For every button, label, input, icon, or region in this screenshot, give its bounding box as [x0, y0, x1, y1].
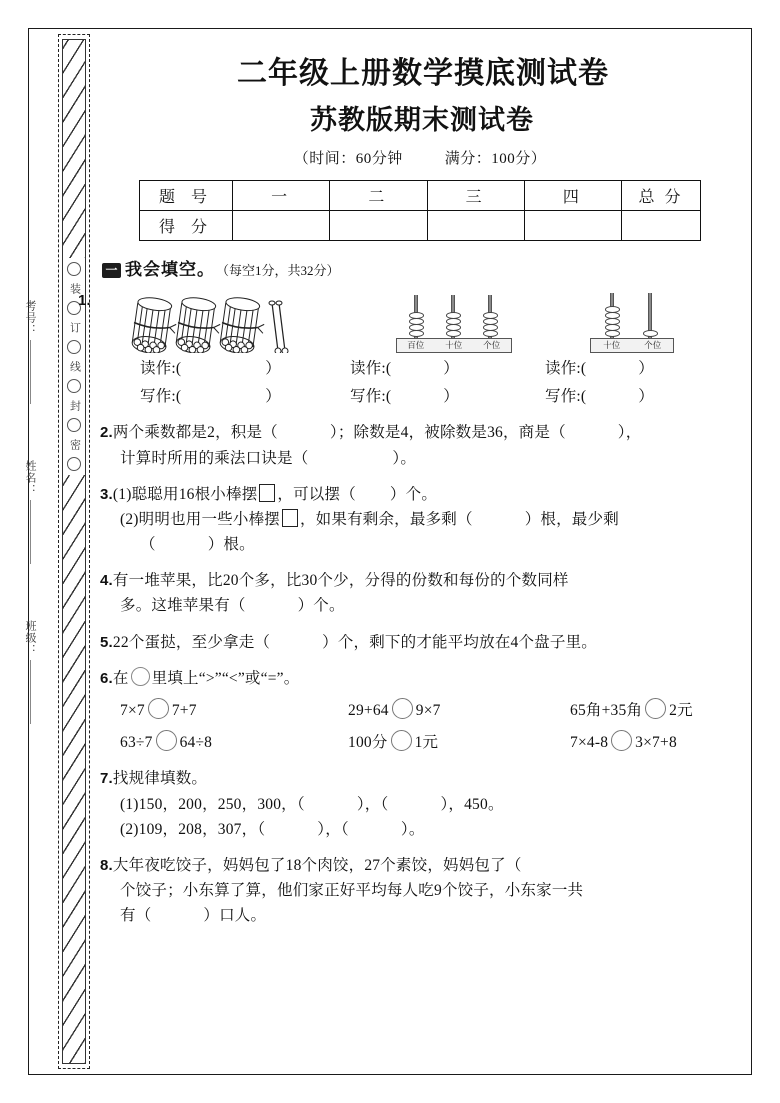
bead	[409, 318, 424, 325]
seal-glyph-mi: 密	[68, 439, 81, 450]
bead	[605, 318, 620, 325]
rod-tens	[451, 295, 455, 339]
page-subtitle: 苏教版期末测试卷	[310, 105, 534, 135]
expression-left: 7×7	[120, 702, 145, 720]
question-1-figures	[78, 291, 740, 353]
rod-ones	[488, 295, 492, 339]
close-paren: ）	[265, 360, 281, 377]
bead	[446, 312, 461, 319]
question-7-text-c: ），（	[356, 795, 389, 813]
score-cell-3[interactable]	[427, 211, 524, 241]
section-score-note: （每空1分，共32分）	[216, 263, 340, 278]
expression-left: 29+64	[348, 702, 389, 720]
score-cell-2[interactable]	[330, 211, 427, 241]
question-1-read-1[interactable]	[100, 356, 350, 381]
question-8-text-b: 个饺子；小东算了算，他们家正好平均每人吃9个饺子，小东家一共	[120, 882, 584, 900]
read-label: 读作:(	[140, 360, 182, 377]
bead	[605, 330, 620, 337]
exam-total-score: 满分：100分）	[444, 151, 547, 167]
score-table-col-2: 二	[330, 181, 427, 211]
question-7-text-e: (2)109，208，307，（	[120, 820, 266, 838]
question-2-text-d: 计算时所用的乘法口诀是（	[120, 449, 309, 467]
seal-circle	[67, 340, 81, 354]
question-3	[100, 482, 740, 558]
expression-right: 9×7	[415, 702, 441, 720]
question-3-text-b: ，可以摆（	[277, 485, 356, 503]
question-3-text-d: (2)明明也用一些小棒摆	[120, 510, 280, 528]
seal-glyph-feng: 封	[68, 400, 81, 411]
question-8-text-d: ）口人。	[203, 907, 267, 925]
question-7-line-1[interactable]	[100, 792, 740, 817]
bead	[409, 312, 424, 319]
score-table-row-label: 题 号	[140, 181, 233, 211]
expression-right: 3×7+8	[635, 734, 677, 752]
question-1-figure-counting-frame-3	[368, 295, 557, 353]
counting-frame-base	[396, 338, 512, 353]
question-5-text-b: ）个，剩下的才能平均放在4个盘子里。	[322, 633, 597, 651]
field-class-rule	[30, 660, 31, 724]
seal-circle	[67, 379, 81, 393]
question-6-item-1[interactable]	[120, 698, 348, 723]
place-label-hundreds: 百位	[407, 339, 425, 350]
score-table-col-1: 一	[233, 181, 330, 211]
question-6-items	[100, 698, 740, 755]
question-3-text-g: （	[140, 536, 156, 554]
write-label: 写作:(	[350, 388, 392, 406]
question-4-text-a: 有一堆苹果，比20个多，比30个少，分得的份数和每份的个数同样	[112, 572, 569, 590]
field-student-name-rule	[30, 500, 31, 564]
seal-circle	[67, 418, 81, 432]
question-3-text-e: ，如果有剩余，最多剩（	[299, 510, 473, 528]
question-1-figure-sticks	[78, 291, 368, 353]
score-table	[139, 180, 701, 241]
rod-ones	[648, 293, 652, 339]
expression-left: 63÷7	[120, 734, 153, 752]
question-7-text-d: ），450。	[440, 795, 504, 813]
score-table-row-label: 得 分	[140, 211, 233, 241]
question-1-figure-counting-frame-2	[556, 295, 740, 353]
hatch-marks-bottom	[62, 475, 86, 1063]
question-2	[100, 420, 740, 470]
question-6-item-2[interactable]	[348, 698, 570, 723]
place-label-tens: 十位	[445, 339, 463, 350]
expression-right: 7+7	[171, 702, 197, 720]
comparison-blank-circle[interactable]	[391, 730, 412, 751]
question-1-write-2[interactable]	[350, 384, 545, 409]
question-1-write-3[interactable]	[545, 384, 735, 409]
field-exam-number-label: 考号：	[24, 300, 36, 336]
question-4-text-b: 多。这堆苹果有（	[120, 597, 246, 615]
question-7-text-a: 找规律填数。	[112, 770, 208, 788]
bead	[483, 312, 498, 319]
question-3-line-1[interactable]	[100, 482, 740, 507]
shape-placeholder-square-icon	[282, 509, 298, 527]
bead	[483, 318, 498, 325]
score-table-total-label: 总 分	[622, 181, 701, 211]
counting-frame-base	[590, 338, 674, 353]
field-exam-number-rule	[30, 340, 31, 404]
comparison-blank-circle[interactable]	[392, 698, 413, 719]
expression-right: 64÷8	[179, 734, 213, 752]
exam-duration: （时间：60分钟	[293, 151, 403, 167]
question-3-text-f: ）根，最少剩	[524, 510, 619, 528]
question-7-text-g: ）。	[400, 820, 425, 838]
exam-info-fields	[22, 300, 52, 780]
score-table-col-4: 四	[524, 181, 621, 211]
question-2-text-b: ）；除数是4，被除数是36，商是（	[329, 424, 566, 442]
question-5-text-a: 22个蛋挞，至少拿走（	[112, 633, 271, 651]
close-paren: ）	[638, 388, 654, 406]
question-7-text-f: ），（	[317, 820, 349, 838]
field-class-label: 班级：	[24, 620, 36, 656]
write-label: 写作:(	[140, 388, 182, 406]
question-8-line-1[interactable]	[100, 853, 740, 878]
question-3-text-c: ）个。	[389, 485, 438, 503]
seal-circle	[67, 262, 81, 276]
question-6-text-b: 里填上	[151, 669, 199, 687]
seal-glyph-ding: 订	[68, 322, 81, 333]
score-table-col-3: 三	[427, 181, 524, 211]
bead	[605, 312, 620, 319]
question-6-number: 6.	[100, 669, 113, 687]
question-8-number: 8.	[100, 856, 113, 874]
field-student-name	[22, 460, 38, 564]
bundled-sticks-icon	[126, 295, 326, 353]
comparison-blank-circle[interactable]	[148, 698, 169, 719]
bead	[643, 330, 658, 337]
question-8	[100, 853, 740, 929]
bead	[446, 318, 461, 325]
field-class	[22, 620, 38, 724]
close-paren: ）	[638, 360, 654, 377]
section-title: 我会填空。	[125, 260, 215, 279]
expression-right: 1元	[414, 734, 439, 752]
bead	[605, 324, 620, 331]
question-8-line-2[interactable]	[100, 878, 740, 903]
rod-tens	[610, 293, 614, 339]
question-6-item-3[interactable]	[570, 698, 740, 723]
question-6-prompt	[100, 666, 740, 691]
comparison-blank-circle[interactable]	[611, 730, 632, 751]
table-row	[140, 181, 701, 211]
question-5-line-1[interactable]	[100, 630, 740, 655]
question-4-line-1[interactable]	[100, 568, 740, 593]
question-7-line-2[interactable]	[100, 817, 740, 842]
page-title: 二年级上册数学摸底测试卷	[237, 57, 609, 90]
section-heading-fill-in-blanks	[102, 255, 740, 280]
expression-left: 65角+35角	[570, 702, 643, 720]
seal-glyph-zhuang: 装	[68, 283, 81, 294]
sealing-line-inner	[62, 39, 86, 1064]
read-label: 读作:(	[545, 360, 587, 377]
write-label: 写作:(	[545, 388, 587, 406]
question-6	[100, 666, 740, 756]
score-cell-4[interactable]	[524, 211, 621, 241]
bead	[605, 306, 620, 313]
question-3-text-a: (1)聪聪用16根小棒摆	[112, 485, 258, 503]
question-6-text-c: “>”“<”或“=”。	[198, 669, 300, 687]
read-label: 读作:(	[350, 360, 392, 377]
question-1-read-row	[100, 356, 740, 381]
question-2-line-2[interactable]	[100, 446, 740, 471]
question-7-title	[100, 766, 740, 791]
question-4-number: 4.	[100, 572, 113, 590]
bead	[483, 330, 498, 337]
place-label-ones: 个位	[483, 339, 501, 350]
counting-frame-icon	[396, 295, 526, 353]
question-3-number: 3.	[100, 485, 113, 503]
question-6-text-a: 在	[112, 669, 129, 687]
question-1-write-row	[100, 384, 740, 409]
counting-frame-icon	[590, 295, 700, 353]
shape-placeholder-square-icon	[259, 484, 275, 502]
seal-glyph-xian: 线	[68, 361, 81, 372]
place-label-tens: 十位	[603, 339, 621, 350]
question-2-text-e: ）。	[392, 449, 417, 467]
question-6-item-6[interactable]	[570, 730, 740, 755]
score-cell-1[interactable]	[233, 211, 330, 241]
exam-meta	[100, 147, 740, 168]
bead	[446, 324, 461, 331]
question-1-read-3[interactable]	[545, 356, 735, 381]
seal-circle	[67, 457, 81, 471]
question-7	[100, 766, 740, 842]
bead	[483, 324, 498, 331]
question-2-line-1[interactable]	[100, 420, 740, 445]
question-8-text-c: 有（	[120, 907, 152, 925]
question-4	[100, 568, 740, 618]
question-2-number: 2.	[100, 424, 113, 442]
question-3-text-h: ）根。	[207, 536, 255, 554]
expression-left: 100分	[348, 734, 388, 752]
field-exam-number	[22, 300, 38, 404]
question-8-text-a: 大年夜吃饺子，妈妈包了18个肉饺，27个素饺，妈妈包了（	[112, 856, 522, 874]
question-1	[78, 291, 740, 409]
question-7-number: 7.	[100, 770, 113, 788]
sealing-line-column	[58, 34, 90, 1069]
question-3-line-3[interactable]	[100, 532, 740, 557]
bead	[446, 330, 461, 337]
close-paren: ）	[443, 360, 459, 377]
question-3-line-2[interactable]	[100, 507, 740, 532]
expression-left: 7×4-8	[570, 734, 609, 752]
question-1-number: 1.	[78, 291, 91, 309]
question-6-item-4[interactable]	[120, 730, 348, 755]
question-5-number: 5.	[100, 633, 113, 651]
comparison-blank-circle[interactable]	[156, 730, 177, 751]
comparison-blank-circle[interactable]	[645, 698, 666, 719]
field-student-name-label: 姓名：	[24, 460, 36, 496]
question-2-text-a: 两个乘数都是2，积是（	[112, 424, 278, 442]
question-1-write-1[interactable]	[100, 384, 350, 409]
bead	[409, 324, 424, 331]
score-cell-total[interactable]	[622, 211, 701, 241]
rod-hundreds	[414, 295, 418, 339]
place-label-ones: 个位	[644, 339, 662, 350]
bead	[409, 330, 424, 337]
question-4-line-2[interactable]	[100, 593, 740, 618]
question-2-text-c: ），	[617, 424, 642, 442]
paper-content	[78, 34, 740, 928]
expression-right: 2元	[669, 702, 693, 720]
comparison-circle-icon	[131, 667, 150, 686]
question-7-text-b: (1)150，200，250，300，（	[120, 795, 305, 813]
question-8-line-3[interactable]	[100, 903, 740, 928]
question-1-read-2[interactable]	[350, 356, 545, 381]
hatch-marks-top	[62, 40, 86, 258]
question-4-text-c: ）个。	[297, 597, 345, 615]
table-row	[140, 211, 701, 241]
close-paren: ）	[443, 388, 459, 406]
section-number-badge: 一	[102, 263, 121, 278]
close-paren: ）	[265, 388, 281, 406]
question-5	[100, 630, 740, 655]
question-6-item-5[interactable]	[348, 730, 570, 755]
